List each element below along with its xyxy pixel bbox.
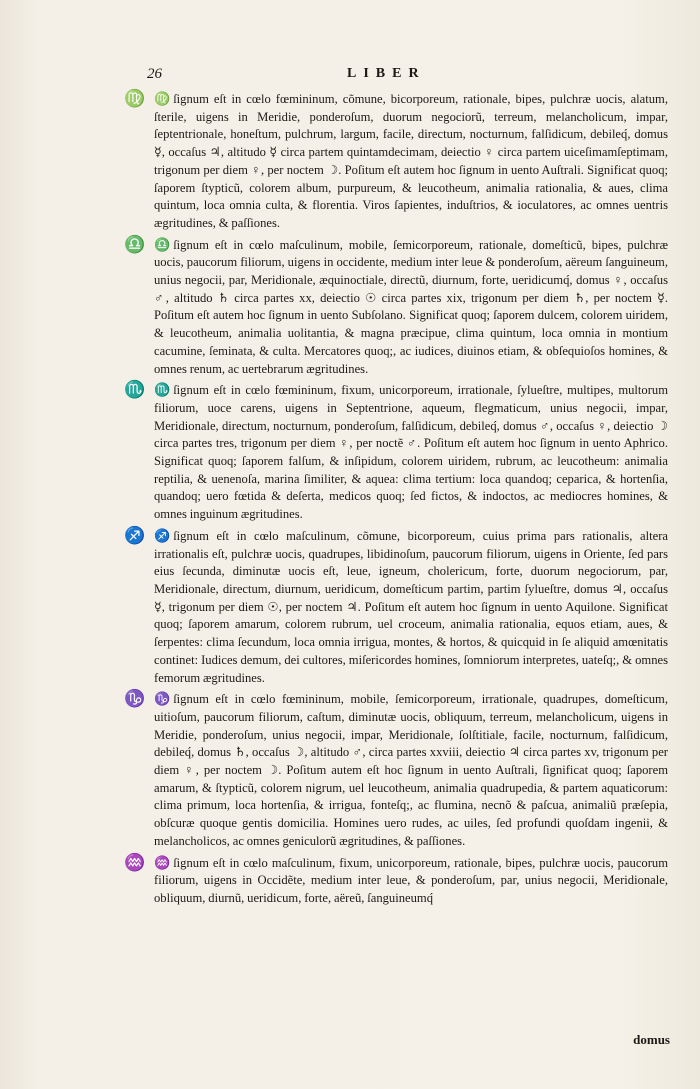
aquarius-sign-icon: ♒ [154, 854, 171, 870]
running-title: LIBER [347, 66, 426, 81]
aquarius-margin-icon: ♒ [124, 852, 146, 872]
scorpio-margin-icon: ♏ [124, 380, 146, 400]
paragraph-text [154, 90, 668, 233]
virgo-margin-icon: ♍ [124, 89, 146, 108]
paragraph-body: ſignum eſt in cœlo fœmininum, fixum, unicorporeum, irrationale, ſylueſtre, multipes, multorum filiorum, uoce carens, uigens in Septentrione, aqueum, flegmaticum, unius negocii, impar, Meridionale, directum, nocturnum, ponderoſum, falſidicum, debileq́, domus ♂, occaſus ♀, deiectio ☽ circa partes tres, trigonum per diem ♀, per noctẽ ♂. Poſitum eſt autem hoc ſignum in uento Aphrico. Significat quoq; ſaporem falſum, & inſipidum, colorem uiridem, rubrum, ac leucotheum: animalia reptilia, & uenenoſa, marina ſimiliter, & aquea: clima tertium: loca quandoq; ceparica, & hortenſia, quandoq; uero fœtida & deſerta, medicos quoq; ſed fictos, & indoctos, ac mediocres homines, & omnes inguinum ægritudines. [154, 383, 668, 522]
catchword: domus [633, 1032, 670, 1047]
paragraph-virgo [124, 89, 668, 233]
capricorn-sign-icon: ♑ [154, 691, 171, 707]
sagittarius-margin-icon: ♐ [124, 525, 146, 545]
running-header [147, 66, 657, 86]
paragraph-body: ſignum eſt in cœlo maſculinum, cõmune, bicorporeum, cuius prima pars rationalis, altera irrationalis eſt, pulchræ uocis, quadrupes, libidinoſum, paucorum filiorum, uigens in Oriente, ſed pars eius ſecunda, diminutæ uocis eſt, leue, igneum, cholericum, forte, duorum negociorum, par, Meridionale, directum, diurnum, ueridicum, domeſticum partim, partim ſylueſtre, domus ♃, occaſus ☿, trigonum per diem ☉, per noctem ♃. Poſitum eſt autem hoc ſignum in uento Aquilone. Significat quoq; ſaporem amarum, colorem rubrum, uel croceum, animalia rationalia, equos etiam, aues, & ſerpentes: clima ſecundum, loca omnia irrigua, montes, & hortos, & quicquid in ſe aliquid amœnitatis continet: Iudices demum, dei cultores, miſericordes homines, ſomniorum interpretes, uateſq;, & omnes femorum ægritudines. [154, 528, 668, 685]
libra-sign-icon: ♎ [154, 236, 171, 252]
paragraph-body: ſignum eſt in cœlo maſculinum, mobile, ſemicorporeum, rationale, domeſticũ, bipes, pulchræ uocis, paucorum filiorum, uigens in occidente, medium inter leue & ponderoſum, aëreum ſanguineum, unius negocii, par, Meridionale, æquinoctiale, directũ, diurnum, forte, ueridicumq́, domus ♀, occaſus ♂, altitudo ♄ circa partes xx, deiectio ☉ circa partes xix, trigonum per diem ♄, per noctem ☿. Poſitum eſt autem hoc ſignum in uento Subſolano. Significat quoq; ſaporem dulcem, colorem uiridem, & leucotheum, animalia uolitantia, & magna præcipue, clima quintum, loca omnia in montium cacumine, ſeminata, & culta. Mercatores quoq;, ac iudices, diuinos etiam, & obſequioſos homines, & omnes renum, ac uertebrarum ægritudines. [154, 237, 668, 376]
sagittarius-sign-icon: ♐ [154, 527, 171, 543]
paragraph-capricorn [124, 689, 668, 850]
paragraph-text [154, 381, 668, 524]
paragraph-body: ſignum eſt in cœlo maſculinum, fixum, unicorporeum, rationale, bipes, pulchræ uocis, paucorum filiorum, uigens in Occidẽte, medium inter leue, & ponderoſum, par, unius negocii, Meridionale, obliquum, diurnũ, ueridicum, forte, aëreũ, ſanguineumq́ [154, 855, 668, 905]
capricorn-margin-icon: ♑ [124, 689, 146, 709]
paragraph-body: ſignum eſt in cœlo fœmininum, cõmune, bicorporeum, rationale, bipes, pulchræ uocis, alatum, ſterile, uigens in Meridie, ponderoſum, duorum negociorũ, terreum, melancholicum, impar, ſeptentrionale, honeſtum, pulchrum, largum, facile, directum, nocturnum, falſidicum, debileq́, domus ☿, occaſus ♃, altitudo ☿ circa partem quintamdecimam, deiectio ♀ circa partem uiceſimamſeptimam, trigonum per diem ♀, per noctem ☽. Poſitum eſt autem hoc ſignum in uento Auſtrali. Significat quoq; ſaporem ſtypticũ, colorem album, purpureum, & leucotheum, animalia rationalia, & aues, clima quintum, loca omnia culta, & florentia. Viros ſapientes, induſtrios, & ioculatores, ac omnes uentris ægritudines, & paſſiones. [154, 92, 668, 230]
paragraph-text [154, 236, 668, 379]
paragraph-aquarius [124, 852, 668, 908]
paragraph-libra [124, 234, 668, 379]
paragraph-text [154, 690, 668, 850]
paragraph-body: ſignum eſt in cœlo fœmininum, mobile, ſemicorporeum, irrationale, quadrupes, domeſticum, uitioſum, paucorum filiorum, caſtum, diminutæ uocis, obliquum, terreum, melancholicum, uigens in Meridie, ponderoſum, unius negocii, impar, Meridionale, ſolſtitiale, facile, nocturnum, falſidicum, debileq́, domus ♄, occaſus ☽, altitudo ♂, circa partes xxviii, deiectio ♃ circa partes xv, trigonum per diem ♀, per noctem ☽. Poſitum autem eſt hoc ſignum in uento Auſtrali, ſignificat quoq; ſaporem amarum, & ſtypticũ, colorem nigrum, uel leucotheum, animalia quadrupedia, & partem aquaticorum: clima primum, loca hortenſia, & irrigua, fonteſq;, ac flumina, necnõ & paſcua, animaliũ præſepia, obſcuræ quoque gentis domicilia. Homines uero rudes, ac uiles, ſed profundi quoſdam ingenii, & melancholicos, ac omnes geniculorũ ægritudines, & paſſiones. [154, 692, 668, 848]
paragraph-scorpio [124, 380, 668, 524]
paragraph-sagittarius [124, 525, 668, 687]
libra-margin-icon: ♎ [124, 234, 146, 254]
page-number: 26 [147, 66, 162, 82]
scorpio-sign-icon: ♏ [154, 382, 171, 398]
paragraph-text [154, 854, 668, 908]
paragraph-text [154, 527, 668, 687]
virgo-sign-icon: ♍ [154, 91, 171, 106]
text-body [124, 89, 668, 911]
